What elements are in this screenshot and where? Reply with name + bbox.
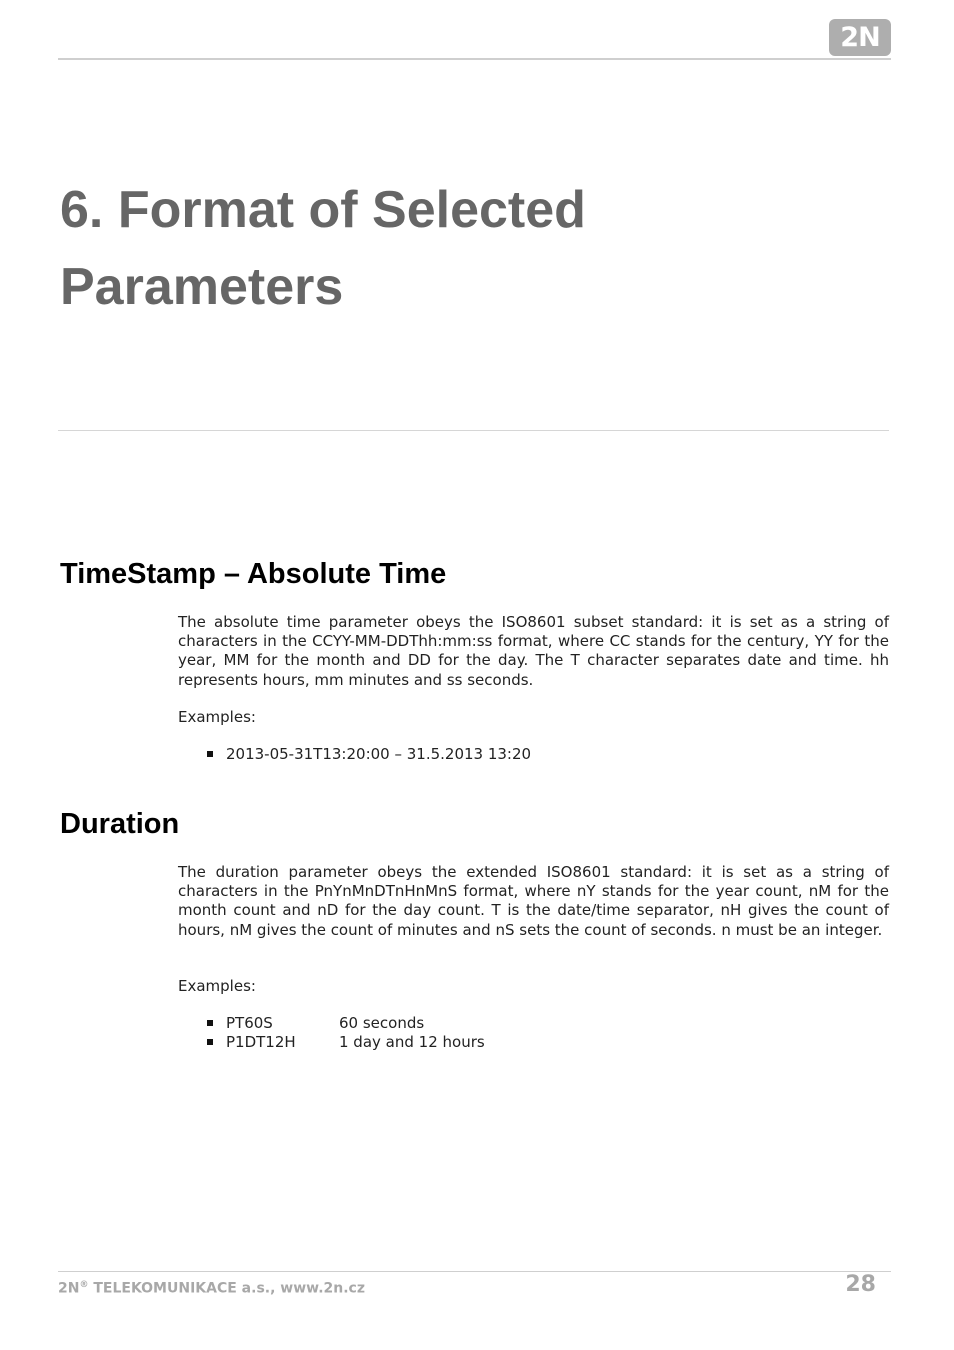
example-term: P1DT12H — [226, 1033, 296, 1052]
header-rule — [58, 58, 891, 60]
bullet-square-icon — [207, 1039, 213, 1045]
example-meaning: 1 day and 12 hours — [339, 1033, 485, 1052]
timestamp-examples-label: Examples: — [178, 708, 256, 726]
footer-company — [58, 1280, 365, 1297]
section-heading-duration: Duration — [60, 808, 180, 840]
chapter-divider — [58, 430, 889, 431]
duration-examples-list — [206, 1014, 485, 1052]
list-item — [206, 1033, 485, 1052]
chapter-title: 6. Format of Selected Parameters — [60, 181, 586, 316]
registered-mark: ® — [79, 1280, 89, 1290]
footer-brand: 2N — [58, 1280, 80, 1297]
section-heading-timestamp: TimeStamp – Absolute Time — [60, 558, 447, 590]
duration-paragraph: The duration parameter obeys the extended ISO8601 standard: it is set as a string of characters in the PnYnMnDTnHnMnS format, where nY stands for the year count, nM for the month count and nD for the day count. T is the date/time separator, nH gives the count of hours, nM gives the count of minutes and nS sets the count of seconds. n must be an integer. — [178, 863, 889, 939]
example-term: PT60S — [226, 1014, 273, 1032]
list-item — [206, 745, 531, 764]
footer-company-text: TELEKOMUNIKACE a.s., www.2n.cz — [88, 1280, 365, 1297]
bullet-square-icon — [207, 1020, 213, 1026]
bullet-square-icon — [207, 751, 213, 757]
example-meaning: 60 seconds — [339, 1014, 425, 1032]
page-number: 28 — [845, 1272, 876, 1297]
footer-rule — [58, 1271, 891, 1272]
duration-examples-label: Examples: — [178, 977, 256, 995]
2n-logo: 2N — [829, 19, 891, 56]
example-text: 2013-05-31T13:20:00 – 31.5.2013 13:20 — [226, 745, 532, 763]
timestamp-paragraph: The absolute time parameter obeys the ISO8601 subset standard: it is set as a string of characters in the CCYY-MM-DDThh:mm:ss format, where CC stands for the century, YY for the year, MM for the month and DD for the day. The T character separates date and time. hh represents hours, mm minutes and ss seconds. — [178, 613, 889, 689]
timestamp-examples-list — [206, 745, 531, 764]
list-item — [206, 1014, 485, 1033]
